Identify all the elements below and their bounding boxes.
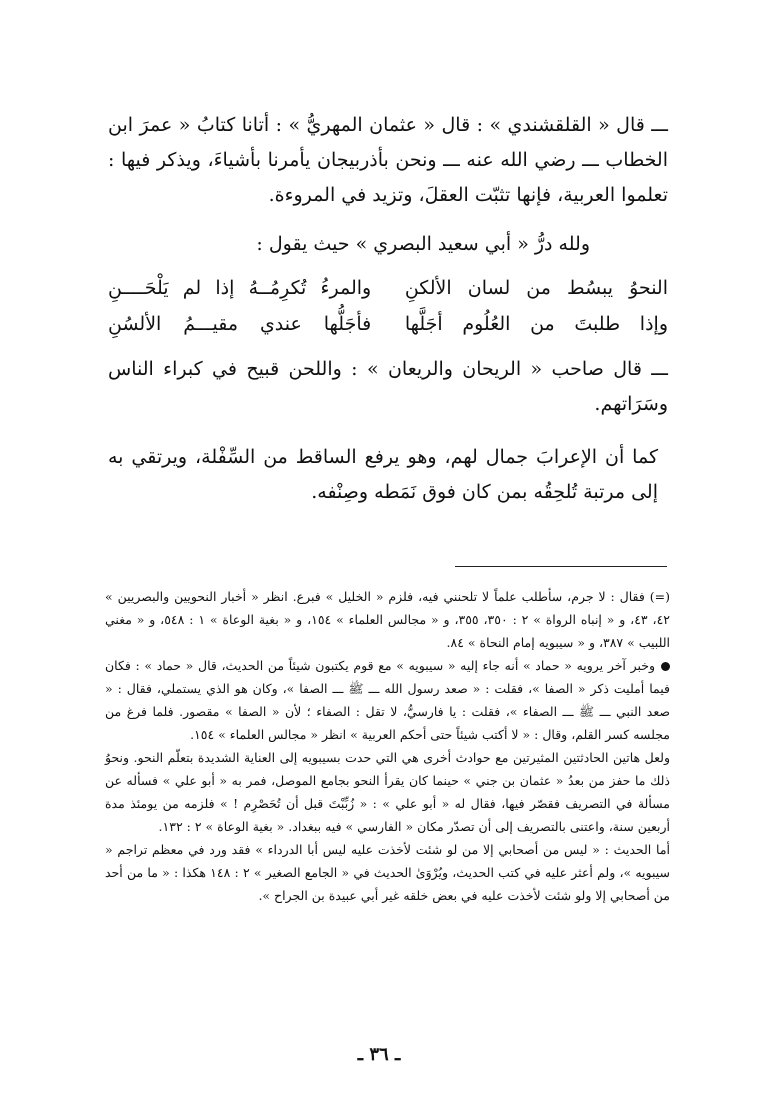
paragraph-iraab: كما أن الإعرابَ جمال لهم، وهو يرفع الساقط من السِّفْلة، ويرتقي به إلى مرتبة تُلحِقُه بمن كان فوق نَمَطه وصِنْفه. <box>108 446 658 503</box>
verse-right-hemistich: وإذا طلبتَ من العُلُوم أجَلَّها <box>404 313 668 335</box>
verse-right-hemistich: النحوُ يبسُط من لسان الألكنِ <box>404 277 668 299</box>
footnote-hammad-text: وخبر آخر يرويه « حماد » أنه جاء إليه « سيبويه » مع قوم يكتبون شيئاً من الحديث، قال « حماد » : فكان فيما أمليت ذكر « الصفا »، فقلت : « صعد رسول الله ـــ ﷺ ـــ الصفا »، وكان هو الذي يستملي، فقال : « صعد النبي ـــ ﷺ ـــ الصفاء »، فقلت : يا فارسيُّ، لا تقل : الصفاء ؛ لأن « الصفا » مقصور. فلما فرغ من مجلسه كسر القلم، وقال : « لا أكتب شيئاً حتى أحكم العربية » انظر « مجالس العلماء » ١٥٤. <box>105 658 670 742</box>
footnote-hammad <box>105 654 670 746</box>
verse <box>108 270 668 306</box>
paragraph-poem-intro: ولله درُّ « أبي سعيد البصري » حيث يقول : <box>256 233 590 255</box>
verse-left-hemistich: فأجَلُّها عندي مقيـــمُ الألسُنِ <box>108 313 372 335</box>
footnotes <box>105 585 670 907</box>
paragraph-qalqashandi: ـــ قال « القلقشندي » : قال « عثمان المهريُّ » : أتانا كتابُ « عمرَ ابن الخطاب ـــ رضي الله عنه ـــ ونحن بأذربيجان يأمرنا بأشياءَ، ويذكر فيها : تعلموا العربية، فإنها تثبّت العقلَ، وتزيد في المروءة. <box>108 114 668 206</box>
footnote-hadith: أما الحديث : « ليس من أصحابي إلا من لو شئت لأخذت عليه ليس أبا الدرداء » فقد ورد في معظم تراجم « سيبويه »، ولم أعثر عليه في كتب الحديث، ويُرْوَىٰ الحديث في « الجامع الصغير » ٢ : ١٤٨ هكذا : « ما من أحد من أصحابي إلا ولو شئت لأخذت عليه في بعض خلقه غير أبي عبيدة بن الجراح ». <box>105 842 670 903</box>
verse-left-hemistich: والمرءُ تُكرِمُــهُ إذا لم يَلْحَــــنِ <box>108 277 372 299</box>
poem <box>108 270 668 342</box>
page-number: ـ ٣٦ ـ <box>357 1044 401 1065</box>
footnote-ibn-jinni: ولعل هاتين الحادثتين المثيرتين مع حوادث أخرى هي التي حدت بسيبويه إلى العناية الشديدة بتعلّم النحو. ونحوُ ذلك ما حفز من بعدُ « عثمان بن جني » حينما كان يقرأ النحو بجامع الموصل، فمر به « أبو علي » فسأله عن مسألة في التصريف فقصّر فيها، فقال له « أبو علي » : « زُبِّبْتَ قبل أن تُحَصْرِم ! » فلزمه من يومئذ مدة أربعين سنة، واعتنى بالتصريف إلى أن تصدّر مكان « الفارسي » فيه ببغداد. « بغية الوعاة » ٢ : ١٣٢. <box>105 750 670 834</box>
paragraph-rayhan: ـــ قال صاحب « الريحان والريعان » : واللحن قبيح في كبراء الناس وسَرَاتهم. <box>108 358 668 415</box>
verse <box>108 306 668 342</box>
footnote-continued: (=) فقال : لا جرم، سأطلب علماً لا تلحنني فيه، فلزم « الخليل » فبرع. انظر « أخبار النحويين والبصريين » ٤٢، ٤٣، و « إنباه الرواة » ٢ : ٣٥٠، ٣٥٥، و « مجالس العلماء » ١٥٤، و « بغية الوعاة » ١ : ٥٤٨، و « مغني اللبيب » ٣٨٧، و « سيبويه إمام النحاة » ٨٤. <box>105 589 670 650</box>
footnote-separator <box>455 566 667 567</box>
main-text <box>108 108 668 510</box>
bullet-icon <box>661 662 670 671</box>
